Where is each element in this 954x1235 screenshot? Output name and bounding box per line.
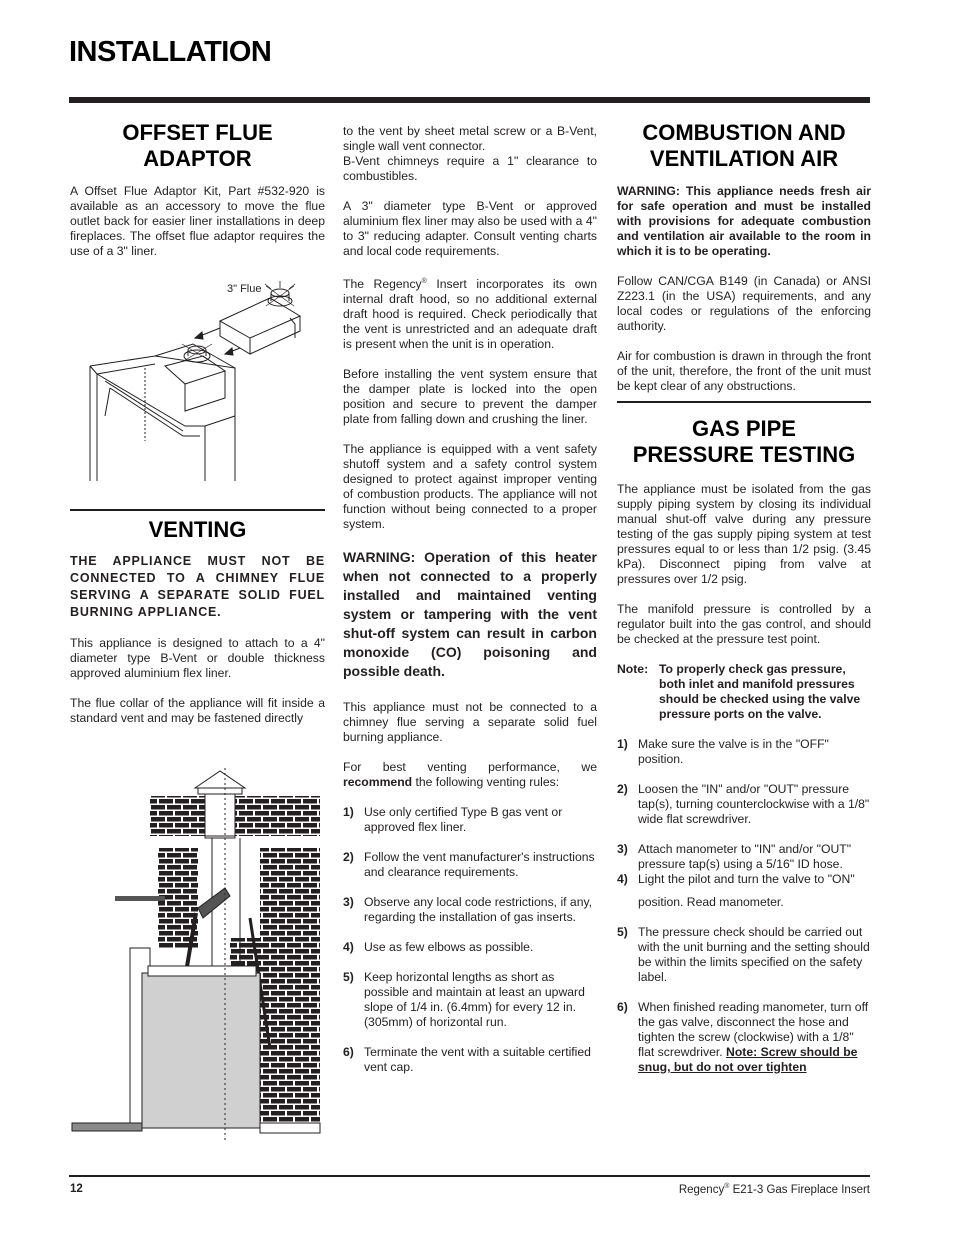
gas-heading: GAS PIPE PRESSURE TESTING [632, 416, 856, 467]
mid-p7: For best venting performance, we recommend the following venting rules: [343, 760, 597, 790]
venting-section [70, 517, 325, 741]
venting-p1: This appliance is designed to attach to a 4" diameter type B-Vent or double thickness approved aluminium flex liner. [70, 636, 325, 680]
figure-label: 3" Flue [227, 283, 262, 295]
offset-heading: OFFSET FLUE ADAPTOR [122, 120, 273, 171]
list-item: 2) Loosen the "IN" and/or "OUT" pressure tap(s), turning counterclockwise with a 1/8" wide flat screwdriver. [617, 782, 870, 826]
page-title: INSTALLATION [69, 36, 272, 68]
gas-p1: The appliance must be isolated from the gas supply piping system by closing its individual manual shut-off valve during any pressure testing of the gas supply piping system at test pressures equal to or less than 1/2 psig. (3.45 kPa). Disconnect piping from valve at pressures over 1/2 psig. [617, 482, 871, 586]
list-item: 2) Follow the vent manufacturer's instructions and clearance requirements. [343, 850, 595, 880]
footer-title: Regency® E21-3 Gas Fireplace Insert [678, 1183, 870, 1196]
gas-steps-list [617, 737, 871, 1075]
left-column [70, 120, 325, 274]
bottom-rule [69, 1175, 870, 1177]
venting-heading: VENTING [148, 517, 247, 542]
gas-note: Note: To properly check gas pressure, both inlet and manifold pressures should be checked using the valve pressure ports on the valve. [617, 662, 861, 721]
top-rule [69, 97, 870, 103]
list-item: 4) Use as few elbows as possible. [343, 940, 534, 955]
offset-flue-figure [85, 276, 320, 491]
venting-rule [70, 509, 325, 511]
chimney-figure [70, 768, 325, 1143]
mid-p1b: B-Vent chimneys require a 1" clearance to combustibles. [343, 154, 597, 183]
list-item: 6) When finished reading manometer, turn off the gas valve, disconnect the hose and tighten the screw (clockwise) with a 1/8" flat screwdriver. Note: Screw should be snug, but do not over tighten [617, 1000, 869, 1074]
venting-rules-list [343, 805, 597, 1075]
middle-column [343, 124, 597, 1090]
list-item: 3) Observe any local code restrictions, if any, regarding the installation of gas inserts. [343, 895, 593, 925]
list-item: 5) The pressure check should be carried out with the unit burning and the setting should be within the limits specified on the safety label. [617, 925, 870, 984]
list-item: 1) Use only certified Type B gas vent or approved flex liner. [343, 805, 563, 835]
combustion-heading: COMBUSTION AND VENTILATION AIR [642, 120, 846, 171]
venting-warning: THE APPLIANCE MUST NOT BE CONNECTED TO A CHIMNEY FLUE SERVING A SEPARATE SOLID FUEL BURNING APPLIANCE. [70, 554, 325, 619]
page-number: 12 [70, 1183, 83, 1195]
list-item: 4) Light the pilot and turn the valve to "ON" [617, 872, 855, 886]
mid-p3: The Regency® Insert incorporates its own internal draft hood, so no additional external draft hood is required. Check periodically that the vent is unrestricted and an adequate draft is present when the unit is in operation. [343, 277, 597, 352]
gas-section [617, 416, 871, 1090]
combustion-warning: WARNING: This appliance needs fresh air for safe operation and must be installed with provisions for adequate combustion and ventilation air available to the room in which it is to be operating. [617, 184, 871, 258]
list-item: 3) Attach manometer to "IN" and/or "OUT" pressure tap(s) using a 5/16" ID hose. [617, 842, 852, 871]
right-column [617, 120, 871, 409]
mid-p5: The appliance is equipped with a vent safety shutoff system and a safety control system designed to protect against improper venting of combustion products. The appliance will not function without being connected to a proper system. [343, 442, 597, 532]
list-item: 1) Make sure the valve is in the "OFF" position. [617, 737, 829, 766]
combustion-p1: Follow CAN/CGA B149 (in Canada) or ANSI Z223.1 (in the USA) requirements, and any local codes or regulations of the enforcing authority. [617, 274, 871, 333]
list-item: 6) Terminate the vent with a suitable certified vent cap. [343, 1045, 591, 1075]
mid-p6: This appliance must not be connected to a chimney flue serving a separate solid fuel burning appliance. [343, 700, 597, 745]
gas-p2: The manifold pressure is controlled by a regulator built into the gas control, and should be checked at the pressure test point. [617, 602, 871, 646]
venting-p2: The flue collar of the appliance will fit inside a standard vent and may be fastened directly [70, 696, 325, 725]
gas-rule [617, 401, 871, 403]
mid-warning: WARNING: Operation of this heater when not connected to a properly installed and maintained venting system or tampering with the vent shut-off system can result in carbon monoxide (CO) poisoning and possible death. [343, 549, 597, 680]
mid-p1: to the vent by sheet metal screw or a B-Vent, single wall vent connector. [343, 124, 597, 153]
offset-body: A Offset Flue Adaptor Kit, Part #532-920 is available as an accessory to move the flue outlet back for easier liner installations in deep fireplaces. The offset flue adaptor requires the use of a 3" liner. [70, 184, 325, 258]
mid-p4: Before installing the vent system ensure that the damper plate is locked into the open position and secure to prevent the damper plate from falling down and crushing the liner. [343, 367, 597, 427]
combustion-p2: Air for combustion is drawn in through the front of the unit, therefore, the front of the unit must be kept clear of any obstructions. [617, 349, 871, 393]
list-item: 5) Keep horizontal lengths as short as possible and maintain at least an upward slope of 1/4 in. (6.4mm) for every 12 in. (305mm) of horizontal run. [343, 970, 585, 1030]
mid-p2: A 3" diameter type B-Vent or approved aluminium flex liner may also be used with a 4" to 3" reducing adapter. Consult venting charts and local code requirements. [343, 199, 597, 258]
list-item: position. Read manometer. [638, 895, 784, 909]
